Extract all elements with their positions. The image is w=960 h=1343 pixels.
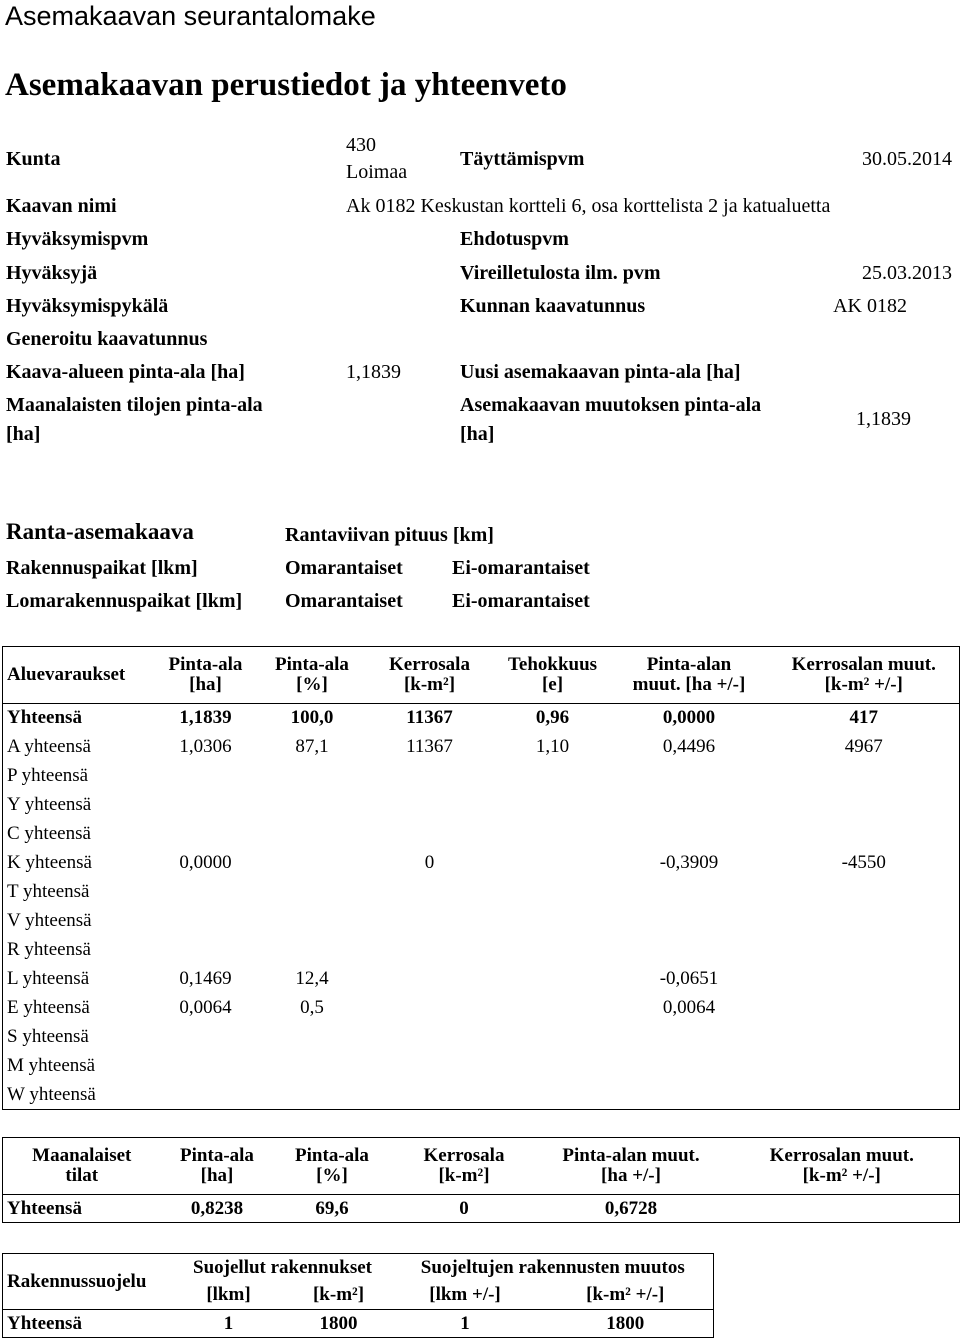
maanalaiset-ala-label: Maanalaisten tilojen pinta-ala bbox=[6, 394, 263, 416]
uusi-ala-label: Uusi asemakaavan pinta-ala [ha] bbox=[460, 361, 741, 383]
row-label: T yhteensä bbox=[3, 878, 151, 907]
table-cell bbox=[769, 994, 960, 1023]
table-cell bbox=[496, 820, 610, 849]
suojelu-header-label: Rakennussuojelu bbox=[3, 1254, 173, 1310]
table-cell bbox=[151, 1081, 261, 1110]
tayttamispvm-label: Täyttämispvm bbox=[460, 148, 585, 170]
table-cell bbox=[496, 1023, 610, 1052]
table-cell: 1 bbox=[393, 1310, 538, 1338]
table-cell bbox=[610, 907, 769, 936]
table-cell bbox=[496, 965, 610, 994]
table-cell bbox=[610, 762, 769, 791]
column-header: Pinta-alan muut. [ha +/-] bbox=[538, 1138, 725, 1195]
table-cell bbox=[610, 791, 769, 820]
table-row bbox=[3, 1081, 960, 1110]
muutos-ala-value: 1,1839 bbox=[856, 408, 911, 430]
column-header: Pinta-ala [ha] bbox=[161, 1138, 274, 1195]
maanalaiset-header bbox=[3, 1138, 960, 1195]
table-cell: 0,0064 bbox=[179, 997, 232, 1018]
column-header: Kerrosalan muut. [k-m² +/-] bbox=[725, 1138, 960, 1195]
table-cell: 11367 bbox=[406, 736, 453, 757]
table-cell bbox=[261, 849, 364, 878]
vireille-label: Vireilletulosta ilm. pvm bbox=[460, 262, 661, 284]
table-cell bbox=[261, 1023, 364, 1052]
table-cell bbox=[610, 1023, 769, 1052]
rakennuspaikat-label: Rakennuspaikat [lkm] bbox=[6, 557, 198, 579]
table-cell: 100,0 bbox=[290, 707, 334, 729]
document-title: Asemakaavan seurantalomake bbox=[5, 1, 376, 31]
hyvaksyja-label: Hyväksyjä bbox=[6, 262, 98, 284]
row-label: L yhteensä bbox=[3, 965, 151, 994]
table-cell bbox=[496, 849, 610, 878]
aluevaraukset-body bbox=[3, 704, 960, 1110]
table-cell: 0,0064 bbox=[662, 997, 716, 1018]
column-header: Tehokkuus [e] bbox=[496, 647, 610, 704]
muutos-group-header: Suojeltujen rakennusten muutos bbox=[393, 1254, 714, 1282]
muutos-ala-label: Asemakaavan muutoksen pinta-ala bbox=[460, 394, 762, 416]
table-cell bbox=[364, 820, 496, 849]
table-cell bbox=[151, 878, 261, 907]
maanalaiset-header-label: Maanalaiset tilat bbox=[3, 1138, 161, 1195]
column-header: [lkm +/-] bbox=[393, 1282, 538, 1310]
maanalaiset-table bbox=[2, 1137, 960, 1223]
table-row bbox=[3, 936, 960, 965]
table-cell bbox=[151, 820, 261, 849]
kaavan-nimi-value: Ak 0182 Keskustan kortteli 6, osa korttelista 2 ja katualuetta bbox=[346, 195, 831, 217]
kunnan-tunnus-label: Kunnan kaavatunnus bbox=[460, 295, 646, 317]
rantaviiva-label: Rantaviivan pituus [km] bbox=[285, 524, 494, 546]
lomarakennus-omarantaiset-label: Omarantaiset bbox=[285, 590, 403, 612]
table-cell: 0,0000 bbox=[662, 707, 716, 729]
row-label: P yhteensä bbox=[3, 762, 151, 791]
table-cell: 0,8238 bbox=[161, 1195, 274, 1223]
table-cell bbox=[364, 791, 496, 820]
table-cell: -0,0651 bbox=[659, 968, 719, 989]
alue-ala-label: Kaava-alueen pinta-ala [ha] bbox=[6, 361, 245, 383]
table-cell: -4550 bbox=[769, 849, 960, 878]
table-cell: 12,4 bbox=[295, 968, 329, 989]
row-label: E yhteensä bbox=[3, 994, 151, 1023]
table-cell: 1800 bbox=[538, 1310, 714, 1338]
table-cell bbox=[769, 936, 960, 965]
table-cell bbox=[496, 994, 610, 1023]
table-cell bbox=[364, 878, 496, 907]
table-row bbox=[3, 1052, 960, 1081]
table-cell bbox=[496, 907, 610, 936]
kunta-code: 430 bbox=[346, 134, 376, 156]
table-cell: -0,3909 bbox=[659, 852, 719, 873]
table-cell bbox=[364, 994, 496, 1023]
table-cell bbox=[769, 907, 960, 936]
suojellut-group-header: Suojellut rakennukset bbox=[173, 1254, 393, 1282]
table-cell bbox=[151, 936, 261, 965]
row-label: V yhteensä bbox=[3, 907, 151, 936]
table-cell: 0,96 bbox=[535, 707, 570, 729]
row-label: S yhteensä bbox=[3, 1023, 151, 1052]
suojelu-header-groups bbox=[3, 1254, 714, 1282]
aluevaraukset-table bbox=[2, 646, 960, 1110]
table-cell: 0,0000 bbox=[179, 852, 232, 873]
alue-ala-value: 1,1839 bbox=[346, 361, 401, 383]
table-cell bbox=[261, 1052, 364, 1081]
row-label: Yhteensä bbox=[3, 1195, 161, 1223]
column-header: Pinta-ala [%] bbox=[261, 647, 364, 704]
table-cell bbox=[364, 1081, 496, 1110]
row-label: C yhteensä bbox=[3, 820, 151, 849]
table-cell bbox=[769, 965, 960, 994]
table-cell bbox=[364, 1023, 496, 1052]
table-cell bbox=[364, 762, 496, 791]
column-header: [k-m² +/-] bbox=[538, 1282, 714, 1310]
table-row bbox=[3, 820, 960, 849]
table-cell bbox=[769, 762, 960, 791]
vireille-value: 25.03.2013 bbox=[862, 262, 952, 284]
tayttamispvm-value: 30.05.2014 bbox=[862, 148, 952, 170]
table-cell: 0,5 bbox=[300, 997, 324, 1018]
pykala-label: Hyväksymispykälä bbox=[6, 295, 169, 317]
table-cell bbox=[610, 1052, 769, 1081]
lomarakennus-ei-omarantaiset-label: Ei-omarantaiset bbox=[452, 590, 590, 612]
table-row bbox=[3, 965, 960, 994]
column-header: Pinta-ala [ha] bbox=[151, 647, 261, 704]
table-cell bbox=[496, 1081, 610, 1110]
muutos-ala-unit: [ha] bbox=[460, 423, 495, 445]
kunta-name: Loimaa bbox=[346, 161, 408, 183]
table-cell bbox=[151, 762, 261, 791]
table-cell bbox=[769, 791, 960, 820]
table-cell bbox=[261, 878, 364, 907]
aluevaraukset-header-label: Aluevaraukset bbox=[3, 647, 151, 704]
table-cell bbox=[261, 936, 364, 965]
table-row bbox=[3, 762, 960, 791]
table-cell bbox=[261, 907, 364, 936]
table-cell bbox=[261, 820, 364, 849]
table-cell bbox=[151, 907, 261, 936]
table-cell: 0 bbox=[391, 1195, 538, 1223]
row-label: R yhteensä bbox=[3, 936, 151, 965]
table-cell bbox=[151, 1023, 261, 1052]
kunta-label: Kunta bbox=[6, 148, 61, 170]
kunnan-tunnus-value: AK 0182 bbox=[833, 295, 907, 317]
table-cell: 1,1839 bbox=[179, 707, 232, 729]
table-cell bbox=[496, 791, 610, 820]
kaavan-nimi-label: Kaavan nimi bbox=[6, 195, 117, 217]
table-cell bbox=[610, 1081, 769, 1110]
row-label: W yhteensä bbox=[3, 1081, 151, 1110]
table-cell bbox=[610, 820, 769, 849]
table-cell bbox=[496, 878, 610, 907]
table-row bbox=[3, 1195, 960, 1223]
column-header: Pinta-alan muut. [ha +/-] bbox=[610, 647, 769, 704]
table-cell: 0,1469 bbox=[179, 968, 232, 989]
table-cell bbox=[610, 936, 769, 965]
column-header: Kerrosalan muut. [k-m² +/-] bbox=[769, 647, 960, 704]
table-cell: 4967 bbox=[769, 733, 960, 762]
table-row bbox=[3, 791, 960, 820]
omarantaiset-label: Omarantaiset bbox=[285, 557, 403, 579]
table-cell bbox=[496, 762, 610, 791]
table-cell: 1800 bbox=[285, 1310, 393, 1338]
table-cell: 11367 bbox=[406, 707, 453, 729]
table-row bbox=[3, 849, 960, 878]
ranta-title: Ranta-asemakaava bbox=[6, 519, 194, 544]
table-cell bbox=[364, 936, 496, 965]
column-header: [lkm] bbox=[173, 1282, 285, 1310]
table-cell bbox=[261, 762, 364, 791]
table-cell bbox=[725, 1195, 960, 1223]
suojelu-table bbox=[2, 1253, 714, 1338]
hyvaksymispvm-label: Hyväksymispvm bbox=[6, 228, 149, 250]
table-cell bbox=[261, 1081, 364, 1110]
table-cell: 0 bbox=[424, 852, 435, 873]
row-label: Y yhteensä bbox=[3, 791, 151, 820]
column-header: [k-m²] bbox=[285, 1282, 393, 1310]
column-header: Pinta-ala [%] bbox=[274, 1138, 391, 1195]
table-cell: 1 bbox=[173, 1310, 285, 1338]
table-cell bbox=[364, 965, 496, 994]
table-row bbox=[3, 878, 960, 907]
aluevaraukset-header bbox=[3, 647, 960, 704]
ehdotuspvm-label: Ehdotuspvm bbox=[460, 228, 569, 250]
table-row bbox=[3, 1023, 960, 1052]
table-cell: 0,4496 bbox=[662, 736, 716, 757]
table-cell bbox=[769, 878, 960, 907]
row-label: A yhteensä bbox=[3, 733, 151, 762]
table-row bbox=[3, 907, 960, 936]
table-cell bbox=[151, 1052, 261, 1081]
table-cell bbox=[769, 1023, 960, 1052]
column-header: Kerrosala [k-m²] bbox=[364, 647, 496, 704]
maanalaiset-ala-unit: [ha] bbox=[6, 423, 41, 445]
table-row bbox=[3, 1310, 714, 1338]
table-cell: 0,6728 bbox=[538, 1195, 725, 1223]
table-cell bbox=[261, 791, 364, 820]
table-cell: 417 bbox=[769, 704, 960, 733]
table-cell: 69,6 bbox=[274, 1195, 391, 1223]
table-cell bbox=[769, 820, 960, 849]
section-title: Asemakaavan perustiedot ja yhteenveto bbox=[5, 67, 567, 103]
table-row bbox=[3, 704, 960, 733]
row-label: K yhteensä bbox=[3, 849, 151, 878]
row-label: Yhteensä bbox=[3, 1310, 173, 1338]
column-header: Kerrosala [k-m²] bbox=[391, 1138, 538, 1195]
table-row bbox=[3, 994, 960, 1023]
table-cell bbox=[151, 791, 261, 820]
table-cell bbox=[769, 1081, 960, 1110]
table-row bbox=[3, 733, 960, 762]
table-cell: 1,0306 bbox=[179, 736, 232, 757]
table-cell bbox=[769, 1052, 960, 1081]
table-cell bbox=[364, 907, 496, 936]
row-label: M yhteensä bbox=[3, 1052, 151, 1081]
ei-omarantaiset-label: Ei-omarantaiset bbox=[452, 557, 590, 579]
table-cell bbox=[364, 1052, 496, 1081]
table-cell bbox=[496, 936, 610, 965]
table-cell: 87,1 bbox=[295, 736, 329, 757]
table-cell bbox=[610, 878, 769, 907]
generoitu-label: Generoitu kaavatunnus bbox=[6, 328, 208, 350]
table-cell: 1,10 bbox=[535, 736, 570, 757]
row-label: Yhteensä bbox=[3, 704, 151, 733]
lomarakennuspaikat-label: Lomarakennuspaikat [lkm] bbox=[6, 590, 243, 612]
table-cell bbox=[496, 1052, 610, 1081]
